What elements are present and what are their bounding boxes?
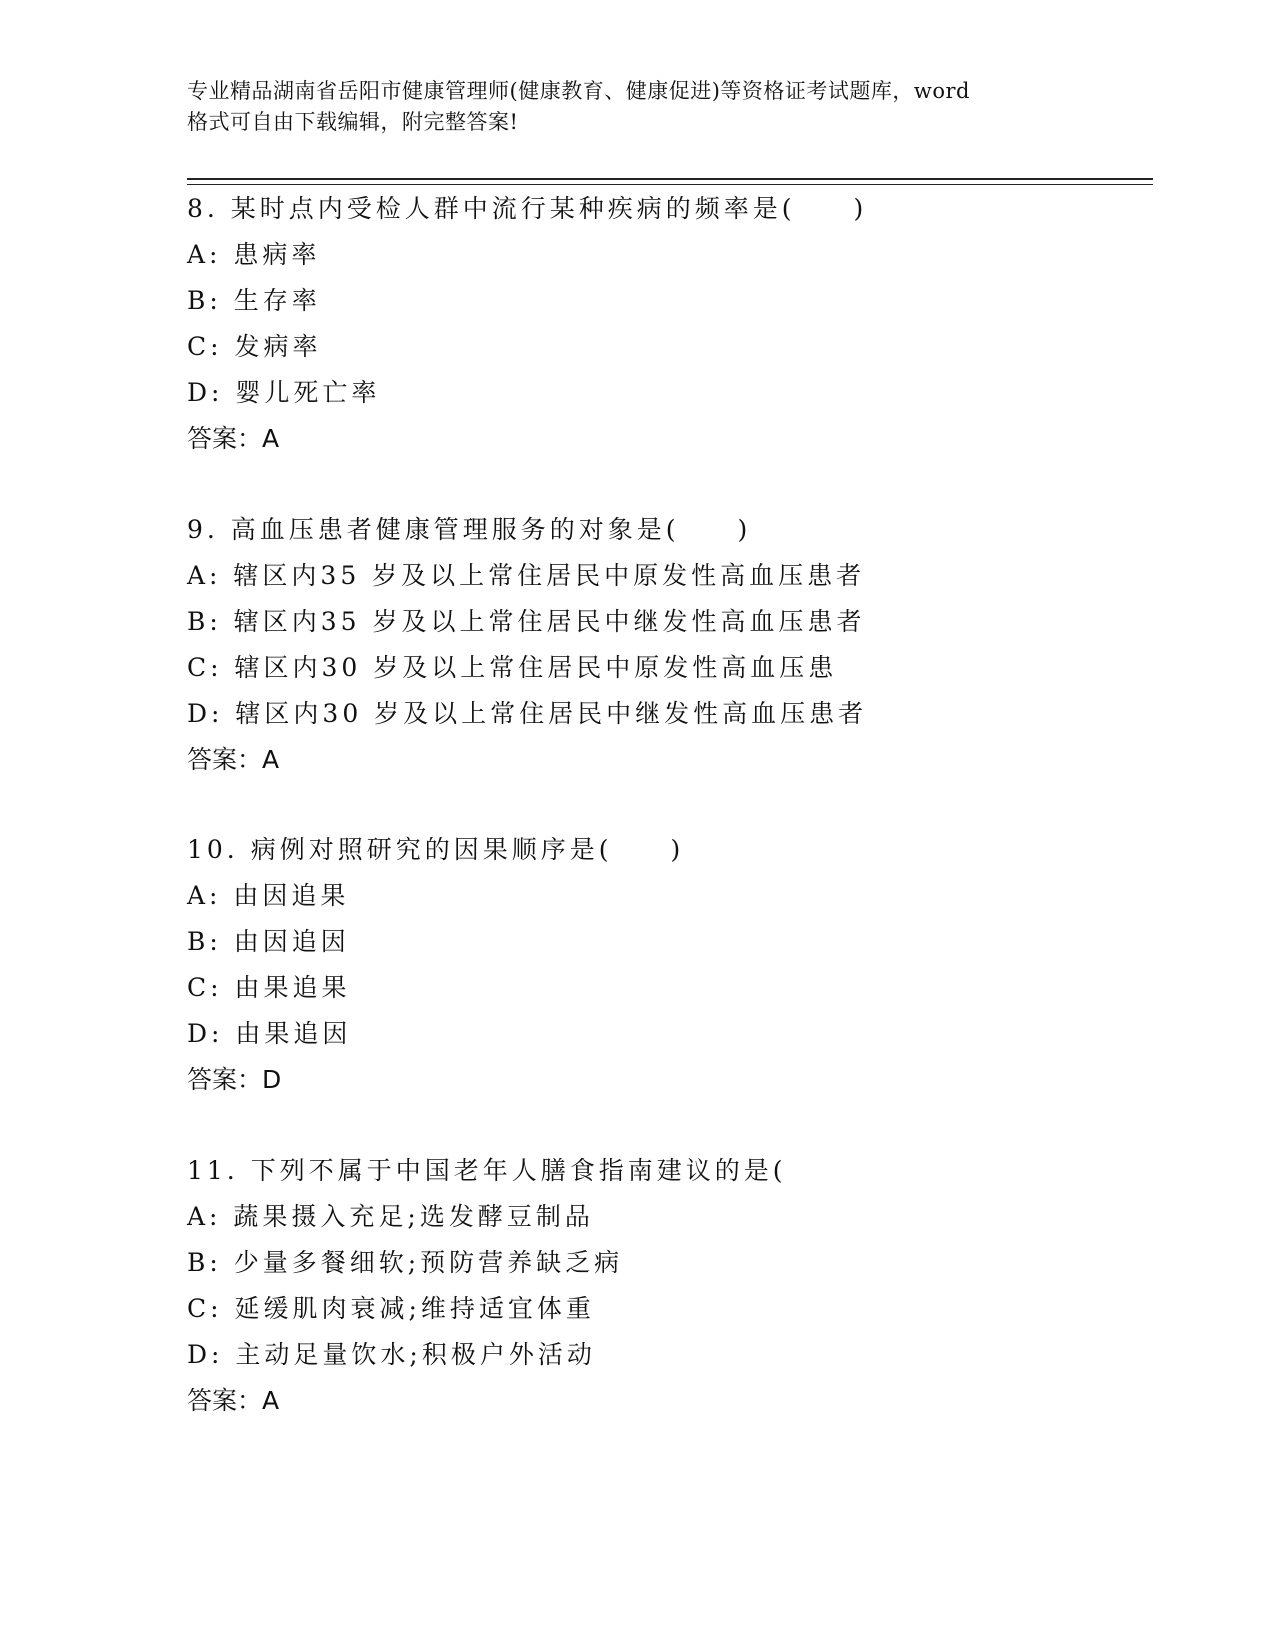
question-stem: 8. 某时点内受检人群中流行某种疾病的频率是( ) xyxy=(187,194,868,223)
header-line-2: 格式可自由下载编辑，附完整答案! xyxy=(187,110,519,134)
option-c: C: 发病率 xyxy=(187,332,322,361)
option-b: B: 由因追因 xyxy=(187,927,350,956)
option-a: A: 辖区内35 岁及以上常住居民中原发性高血压患者 xyxy=(187,561,866,590)
option-d: D: 婴儿死亡率 xyxy=(187,378,381,407)
option-a: A: 蔬果摄入充足;选发酵豆制品 xyxy=(187,1202,594,1231)
answer: 答案：A xyxy=(187,424,280,453)
option-b: B: 少量多餐细软;预防营养缺乏病 xyxy=(187,1248,624,1277)
option-d: D: 主动足量饮水;积极户外活动 xyxy=(187,1340,596,1369)
option-c: C: 辖区内30 岁及以上常住居民中原发性高血压患 xyxy=(187,653,838,682)
question-stem: 11. 下列不属于中国老年人膳食指南建议的是( xyxy=(187,1156,787,1185)
option-a: A: 患病率 xyxy=(187,240,321,269)
option-b: B: 辖区内35 岁及以上常住居民中继发性高血压患者 xyxy=(187,607,866,636)
question-stem: 10. 病例对照研究的因果顺序是( ) xyxy=(187,835,685,864)
option-a: A: 由因追果 xyxy=(187,881,350,910)
option-d: D: 辖区内30 岁及以上常住居民中继发性高血压患者 xyxy=(187,699,868,728)
option-c: C: 延缓肌肉衰减;维持适宜体重 xyxy=(187,1294,595,1323)
question-stem: 9. 高血压患者健康管理服务的对象是( ) xyxy=(187,515,752,544)
question-11 xyxy=(187,1148,1137,1424)
option-d: D: 由果追因 xyxy=(187,1019,352,1048)
header-rule-thick xyxy=(187,178,1153,180)
question-9 xyxy=(187,507,1137,783)
answer: 答案：A xyxy=(187,745,280,774)
header-rule-thin xyxy=(187,184,1153,185)
question-10 xyxy=(187,827,1137,1103)
answer: 答案：D xyxy=(187,1065,282,1094)
answer: 答案：A xyxy=(187,1386,280,1415)
question-8 xyxy=(187,186,1137,462)
header-line-1: 专业精品湖南省岳阳市健康管理师(健康教育、健康促进)等资格证考试题库，word xyxy=(187,79,970,103)
option-c: C: 由果追果 xyxy=(187,973,351,1002)
option-b: B: 生存率 xyxy=(187,286,321,315)
document-header xyxy=(187,76,1087,138)
